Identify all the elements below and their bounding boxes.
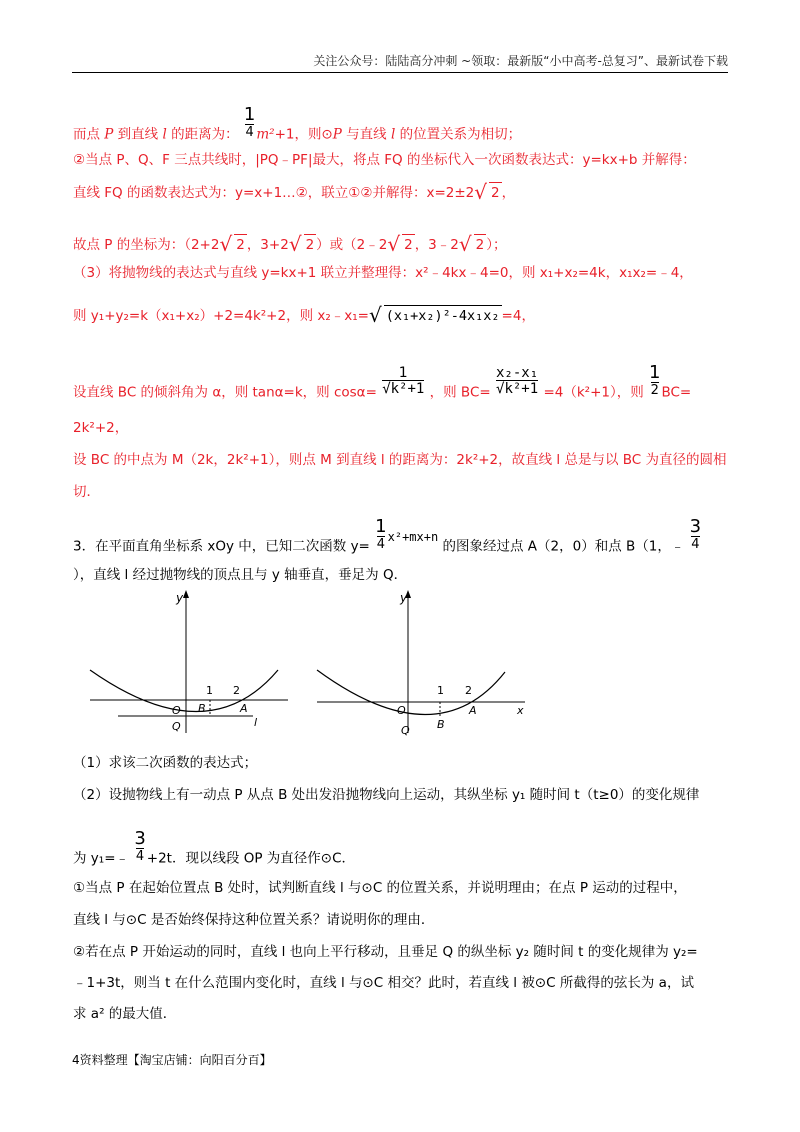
solution-line-3: 直线 FQ 的函数表达式为：y=x+1…②，联立①②并解得：x=2±2√ 2 ， bbox=[73, 180, 516, 204]
solution-line-1: 而点 P 到直线 l 的距离为： $\frac{1}{4}$ m²+1，则⊙P 与直线 l 的位置关系为相切； bbox=[73, 104, 522, 143]
problem-part-2b: 为 y₁=﹣ $\frac{3}{4}$ +2t．现以线段 OP 为直径作⊙C． bbox=[73, 828, 356, 867]
svg-text:1: 1 bbox=[206, 684, 213, 697]
problem-line-1: 3．在平面直角坐标系 xOy 中，已知二次函数 y= $\frac{1}{4}$ x²+mx+n 的图象经过点 A（2，0）和点 B（1，﹣ $\frac{3}{4}$ bbox=[73, 516, 702, 555]
problem-part-2: （2）设抛物线上有一动点 P 从点 B 处出发沿抛物线向上运动，其纵坐标 y₁ 随时间 t（t≥0）的变化规律 bbox=[73, 787, 700, 803]
solution-line-7: 设直线 BC 的倾斜角为 α，则 tanα=k，则 cosα= $\frac{1}{\text{√k²+1}}$ ，则 BC= $\frac{\text{x₂-x₁}}{\text{√k²+1}}$ =4（k²+1），则 $\frac{1}{2}$ BC= bbox=[73, 362, 692, 401]
problem-part-2-1: ①当点 P 在起始位置点 B 处时，试判断直线 l 与⊙C 的位置关系，并说明理由；在点 P 运动的过程中， bbox=[73, 880, 687, 896]
header-divider bbox=[72, 72, 728, 73]
svg-text:x: x bbox=[517, 704, 524, 717]
solution-line-2: ②当点 P、Q、F 三点共线时，|PQ﹣PF|最大，将点 FQ 的坐标代入一次函数表达式：y=kx+b 并解得： bbox=[73, 152, 696, 168]
solution-line-10: 切． bbox=[73, 484, 100, 500]
problem-line-2: ），直线 l 经过抛物线的顶点且与 y 轴垂直，垂足为 Q． bbox=[73, 567, 408, 583]
svg-text:B: B bbox=[437, 718, 445, 731]
svg-text:Q: Q bbox=[172, 720, 181, 733]
svg-text:Q: Q bbox=[401, 724, 410, 737]
problem-part-2-2: ②若在点 P 开始运动的同时，直线 l 也向上平行移动，且垂足 Q 的纵坐标 y₂ 随时间 t 的变化规律为 y₂= bbox=[73, 944, 698, 960]
problem-part-2-2b: ﹣1+3t，则当 t 在什么范围内变化时，直线 l 与⊙C 相交？此时，若直线 l 被⊙C 所截得的弦长为 a，试 bbox=[73, 975, 694, 991]
svg-text:y: y bbox=[176, 591, 184, 605]
svg-text:A: A bbox=[240, 702, 248, 715]
svg-text:A: A bbox=[469, 704, 477, 717]
problem-part-2-2c: 求 a² 的最大值． bbox=[73, 1006, 177, 1022]
svg-text:O: O bbox=[397, 704, 406, 717]
solution-line-5: （3）将抛物线的表达式与直线 y=kx+1 联立并整理得：x²﹣4kx﹣4=0，则 x₁+x₂=4k，x₁x₂=﹣4， bbox=[73, 265, 693, 281]
fraction-cos: $\frac{1}{\text{√k²+1}}$ bbox=[382, 364, 425, 397]
svg-text:1: 1 bbox=[437, 684, 444, 697]
fraction-quarter-x2: $\frac{1}{4}$ bbox=[375, 516, 387, 552]
fraction-three-quarters: $\frac{3}{4}$ bbox=[689, 516, 702, 552]
solution-line-8: 2k²+2， bbox=[73, 420, 129, 436]
page-footer: 4资料整理【淘宝店铺：向阳百分百】 bbox=[72, 1053, 272, 1067]
svg-text:B: B bbox=[198, 702, 206, 715]
solution-line-9: 设 BC 的中点为 M（2k，2k²+1），则点 M 到直线 l 的距离为：2k²+2，故直线 l 总是与以 BC 为直径的圆相 bbox=[73, 452, 727, 468]
parabola-figure-right bbox=[315, 588, 530, 738]
svg-text:l: l bbox=[254, 716, 258, 729]
fraction-one-quarter: $\frac{1}{4}$ bbox=[243, 104, 256, 140]
problem-part-1: （1）求该二次函数的表达式； bbox=[73, 755, 258, 771]
solution-line-4: 故点 P 的坐标为：（2+2√ 2 ，3+2√ 2 ）或（2﹣2√ 2 ，3﹣2√ 2 ）； bbox=[73, 232, 507, 256]
svg-text:O: O bbox=[172, 704, 181, 717]
solution-line-6: 则 y₁+y₂=k（x₁+x₂）+2=4k²+2，则 x₂﹣x₁=√ (x₁+x₂)²-4x₁x₂ =4， bbox=[73, 303, 535, 327]
svg-text:2: 2 bbox=[233, 684, 240, 697]
svg-text:y: y bbox=[400, 591, 408, 605]
page-header: 关注公众号：陆陆高分冲刺 ~领取：最新版“小中高考-总复习”、最新试卷下载 bbox=[313, 54, 728, 68]
parabola-figure-left bbox=[88, 588, 288, 738]
fraction-bc: $\frac{\text{x₂-x₁}}{\text{√k²+1}}$ bbox=[496, 364, 539, 397]
problem-part-2-1b: 直线 l 与⊙C 是否始终保持这种位置关系？请说明你的理由． bbox=[73, 912, 435, 928]
fraction-three-quarters-2: $\frac{3}{4}$ bbox=[134, 828, 146, 864]
fraction-half: $\frac{1}{2}$ bbox=[649, 362, 661, 398]
svg-text:2: 2 bbox=[465, 684, 472, 697]
